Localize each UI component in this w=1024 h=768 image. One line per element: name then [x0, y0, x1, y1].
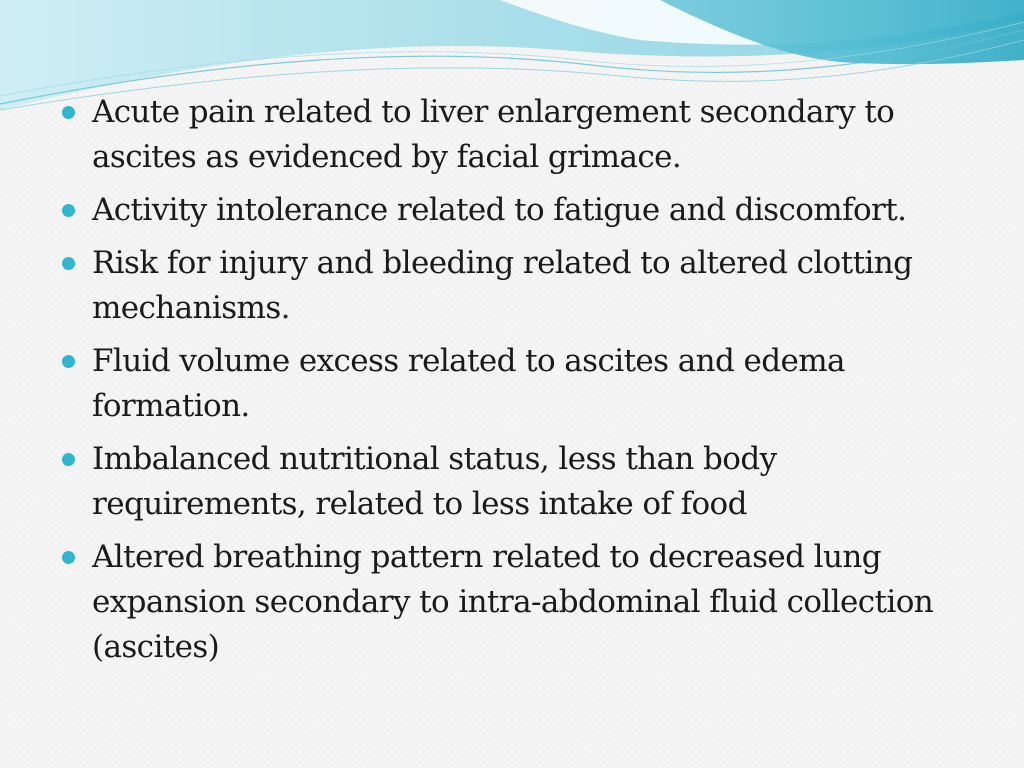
bullet-item — [62, 188, 962, 233]
bullet-dot-icon — [62, 551, 75, 564]
bullet-dot-icon — [62, 355, 75, 368]
bullet-text: Fluid volume excess related to ascites and edema formation. — [92, 343, 845, 424]
bullet-dot-icon — [62, 257, 75, 270]
bullet-text: Altered breathing pattern related to decreased lung expansion secondary to intra-abdominal fluid collection (ascites) — [92, 539, 934, 665]
bullet-item — [62, 339, 962, 429]
bullet-item — [62, 437, 962, 527]
bullet-text: Imbalanced nutritional status, less than body requirements, related to less intake of food — [92, 441, 777, 522]
bullet-dot-icon — [62, 106, 75, 119]
bullet-item — [62, 90, 962, 180]
bullet-text: Activity intolerance related to fatigue and discomfort. — [92, 192, 907, 228]
bullet-text: Risk for injury and bleeding related to altered clotting mechanisms. — [92, 245, 913, 326]
bullet-text: Acute pain related to liver enlargement secondary to ascites as evidenced by facial grimace. — [92, 94, 895, 175]
bullet-list — [62, 90, 962, 678]
bullet-item — [62, 535, 962, 670]
bullet-item — [62, 241, 962, 331]
bullet-dot-icon — [62, 453, 75, 466]
bullet-dot-icon — [62, 204, 75, 217]
